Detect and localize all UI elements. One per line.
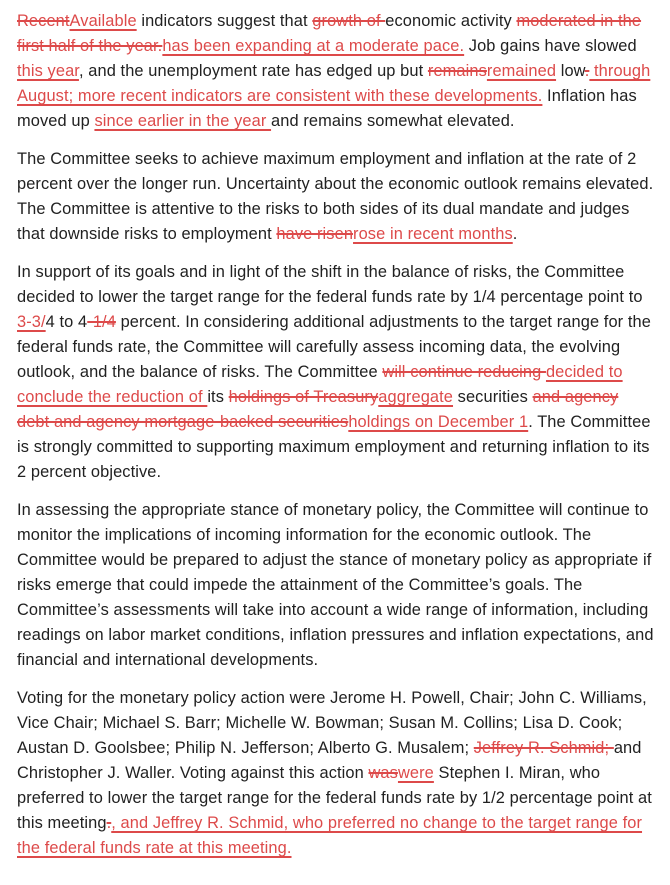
text-segment: and remains somewhat elevated.: [271, 112, 515, 130]
text-segment: . The Committee is strongly committed to supporting maximum employment and returning inflation to its 2 percent objective.: [17, 413, 651, 481]
inserted-text: 3-3/: [17, 313, 46, 331]
text-segment: Inflation has moved up: [17, 87, 637, 130]
text-segment: indicators suggest that: [136, 12, 313, 30]
text-segment: .: [512, 225, 518, 243]
inserted-text: this year: [17, 62, 79, 80]
text-segment: low: [556, 62, 585, 80]
text-segment: securities: [453, 388, 533, 406]
inserted-text: holdings on December 1: [348, 413, 529, 431]
inserted-text: through August; more recent indicators are consistent with these developments.: [17, 62, 651, 105]
text-segment: Voting for the monetary policy action were Jerome H. Powell, Chair; John C. Williams, Vice Chair; Michael S. Barr; Michelle W. Bowman; Susan M. Collins; Lisa D. Cook; Austan D. Goolsbee; Philip N. Jefferson; Alberto G. Musalem;: [17, 689, 647, 757]
text-segment: In support of its goals and in light of the shift in the balance of risks, the Committee decided to lower the target range for the federal funds rate by 1/4 percentage point to: [17, 263, 643, 306]
text-segment: economic activity: [385, 12, 517, 30]
text-segment: , and the unemployment rate has edged up but: [78, 62, 428, 80]
deleted-text: Recent: [17, 12, 70, 30]
deleted-text: was: [368, 764, 398, 782]
inserted-text: were: [397, 764, 434, 782]
text-segment: Job gains have slowed: [464, 37, 637, 55]
paragraph-2: [17, 147, 654, 247]
inserted-text: has been expanding at a moderate pace.: [162, 37, 465, 55]
deleted-text: will continue reducing: [382, 363, 546, 381]
inserted-text: , and Jeffrey R. Schmid, who preferred no change to the target range for the federal funds rate at this meeting.: [17, 814, 643, 857]
inserted-text: remained: [486, 62, 557, 80]
paragraph-1: [17, 9, 654, 134]
inserted-text: rose in recent months: [353, 225, 513, 243]
deleted-text: -1/4: [87, 313, 116, 331]
deleted-text: and agency debt and agency mortgage-backed securities: [17, 388, 619, 431]
paragraph-5: [17, 686, 654, 861]
deleted-text: holdings of Treasury: [228, 388, 379, 406]
text-segment: 4 to 4: [45, 313, 88, 331]
text-segment: The Committee seeks to achieve maximum employment and inflation at the rate of 2 percent over the longer run. Uncertainty about the economic outlook remains elevated. The Committee is attentive to the risks to both sides of its dual mandate and judges that downside risks to employment: [17, 150, 654, 243]
paragraph-4: [17, 498, 654, 673]
inserted-text: decided to conclude the reduction of: [17, 363, 623, 406]
paragraph-3: [17, 260, 654, 485]
deleted-text: have risen: [276, 225, 354, 243]
text-segment: Stephen I. Miran, who preferred to lower the target range for the federal funds rate by 1/2 percentage point at this meeting: [17, 764, 652, 832]
deleted-text: moderated in the first half of the year.: [17, 12, 642, 55]
deleted-text: .: [106, 814, 112, 832]
inserted-text: Available: [69, 12, 137, 30]
deleted-text: growth of: [312, 12, 386, 30]
deleted-text: remains: [427, 62, 487, 80]
inserted-text: aggregate: [378, 388, 454, 406]
deleted-text: .: [584, 62, 590, 80]
inserted-text: since earlier in the year: [94, 112, 272, 130]
text-segment: In assessing the appropriate stance of monetary policy, the Committee will continue to monitor the implications of incoming information for the economic outlook. The Committee would be prepared to adjust the stance of monetary policy as appropriate if risks emerge that could impede the attainment of the Committee’s goals. The Committee’s assessments will take into account a wide range of information, including readings on labor market conditions, inflation pressures and inflation expectations, and financial and international developments.: [17, 501, 654, 669]
text-segment: its: [207, 388, 229, 406]
text-segment: and Christopher J. Waller. Voting against this action: [17, 739, 642, 782]
deleted-text: Jeffrey R. Schmid;: [473, 739, 614, 757]
text-segment: percent. In considering additional adjustments to the target range for the federal funds rate, the Committee will carefully assess incoming data, the evolving outlook, and the balance of risks. The Committee: [17, 313, 651, 381]
